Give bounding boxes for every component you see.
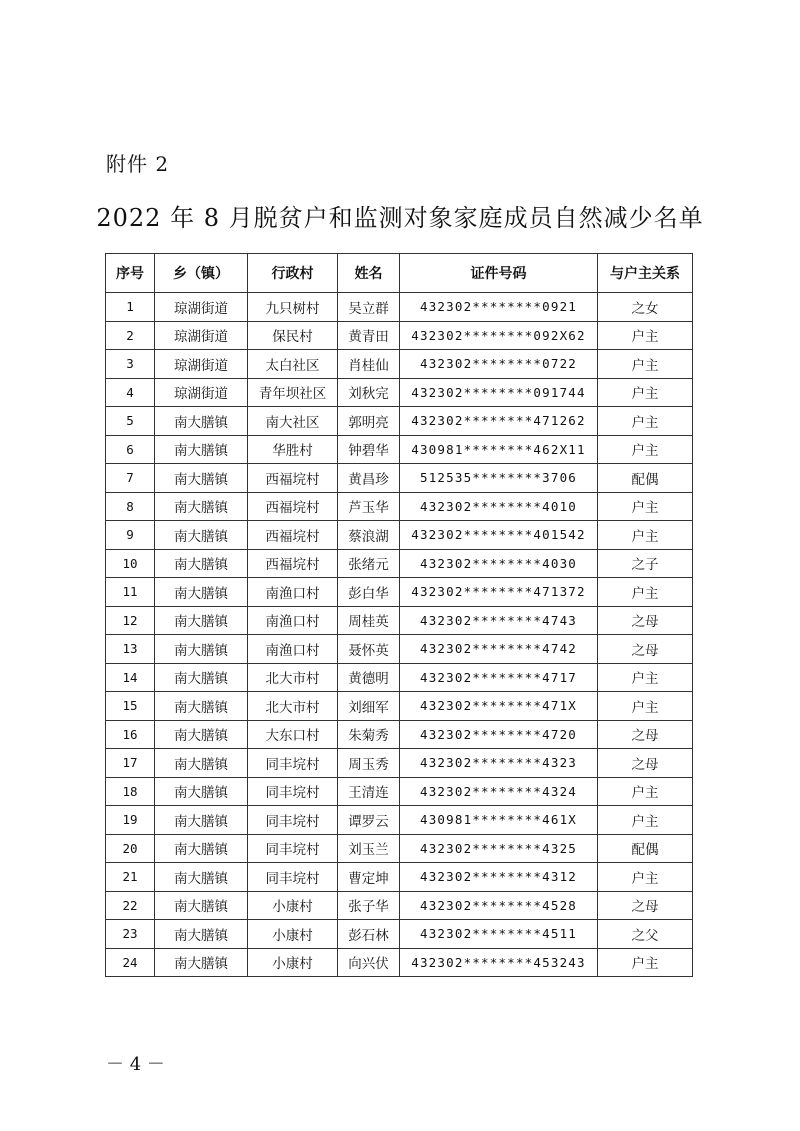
village-cell: 同丰垸村	[248, 777, 338, 806]
serial-number-cell: 9	[106, 521, 155, 550]
table-row	[106, 464, 693, 493]
serial-number-cell: 17	[106, 749, 155, 778]
id-number-cell: 432302********4323	[400, 749, 598, 778]
township-cell: 南大膳镇	[155, 521, 248, 550]
table-row	[106, 692, 693, 721]
name-cell: 黄昌珍	[338, 464, 400, 493]
relationship-cell: 户主	[598, 407, 693, 436]
relationship-cell: 户主	[598, 350, 693, 379]
id-number-cell: 432302********0921	[400, 293, 598, 322]
table-row	[106, 578, 693, 607]
serial-number-cell: 12	[106, 606, 155, 635]
serial-number-cell: 6	[106, 435, 155, 464]
serial-number-cell: 19	[106, 806, 155, 835]
relationship-cell: 户主	[598, 321, 693, 350]
relationship-cell: 之母	[598, 606, 693, 635]
relationship-cell: 配偶	[598, 834, 693, 863]
village-cell: 北大市村	[248, 663, 338, 692]
header-id-number: 证件号码	[400, 254, 598, 293]
township-cell: 南大膳镇	[155, 891, 248, 920]
id-number-cell: 430981********461X	[400, 806, 598, 835]
id-number-cell: 432302********471X	[400, 692, 598, 721]
id-number-cell: 512535********3706	[400, 464, 598, 493]
serial-number-cell: 10	[106, 549, 155, 578]
id-number-cell: 432302********4312	[400, 863, 598, 892]
id-number-cell: 432302********0722	[400, 350, 598, 379]
id-number-cell: 432302********4325	[400, 834, 598, 863]
relationship-cell: 户主	[598, 806, 693, 835]
township-cell: 南大膳镇	[155, 492, 248, 521]
id-number-cell: 432302********4528	[400, 891, 598, 920]
name-cell: 刘秋完	[338, 378, 400, 407]
id-number-cell: 432302********4324	[400, 777, 598, 806]
name-cell: 朱菊秀	[338, 720, 400, 749]
serial-number-cell: 2	[106, 321, 155, 350]
table-row	[106, 350, 693, 379]
relationship-cell: 户主	[598, 948, 693, 977]
village-cell: 同丰垸村	[248, 749, 338, 778]
table-row	[106, 749, 693, 778]
village-cell: 保民村	[248, 321, 338, 350]
serial-number-cell: 11	[106, 578, 155, 607]
village-cell: 九只树村	[248, 293, 338, 322]
table-row	[106, 549, 693, 578]
table-row	[106, 635, 693, 664]
village-cell: 南渔口村	[248, 606, 338, 635]
village-cell: 大东口村	[248, 720, 338, 749]
relationship-cell: 之父	[598, 920, 693, 949]
table-row	[106, 435, 693, 464]
name-cell: 蔡浪湖	[338, 521, 400, 550]
name-cell: 张子华	[338, 891, 400, 920]
serial-number-cell: 14	[106, 663, 155, 692]
village-cell: 西福垸村	[248, 492, 338, 521]
relationship-cell: 户主	[598, 378, 693, 407]
township-cell: 南大膳镇	[155, 948, 248, 977]
table-row	[106, 720, 693, 749]
village-cell: 南大社区	[248, 407, 338, 436]
village-cell: 小康村	[248, 948, 338, 977]
township-cell: 琼湖街道	[155, 293, 248, 322]
relationship-cell: 之女	[598, 293, 693, 322]
table-row	[106, 920, 693, 949]
township-cell: 南大膳镇	[155, 435, 248, 464]
table-row	[106, 293, 693, 322]
serial-number-cell: 13	[106, 635, 155, 664]
table-row	[106, 663, 693, 692]
relationship-cell: 户主	[598, 863, 693, 892]
township-cell: 南大膳镇	[155, 663, 248, 692]
household-member-table	[105, 253, 693, 977]
header-relationship: 与户主关系	[598, 254, 693, 293]
relationship-cell: 之母	[598, 749, 693, 778]
id-number-cell: 432302********471372	[400, 578, 598, 607]
id-number-cell: 430981********462X11	[400, 435, 598, 464]
name-cell: 王清连	[338, 777, 400, 806]
table-row	[106, 863, 693, 892]
relationship-cell: 户主	[598, 692, 693, 721]
id-number-cell: 432302********401542	[400, 521, 598, 550]
document-title: 2022 年 8 月脱贫户和监测对象家庭成员自然减少名单	[96, 204, 704, 232]
id-number-cell: 432302********092X62	[400, 321, 598, 350]
name-cell: 黄青田	[338, 321, 400, 350]
serial-number-cell: 5	[106, 407, 155, 436]
id-number-cell: 432302********091744	[400, 378, 598, 407]
table-header-row	[106, 254, 693, 293]
name-cell: 向兴伏	[338, 948, 400, 977]
village-cell: 西福垸村	[248, 549, 338, 578]
township-cell: 南大膳镇	[155, 549, 248, 578]
serial-number-cell: 21	[106, 863, 155, 892]
township-cell: 南大膳镇	[155, 407, 248, 436]
table-row	[106, 948, 693, 977]
relationship-cell: 配偶	[598, 464, 693, 493]
serial-number-cell: 4	[106, 378, 155, 407]
table-row	[106, 891, 693, 920]
table-row	[106, 378, 693, 407]
name-cell: 彭白华	[338, 578, 400, 607]
name-cell: 黄德明	[338, 663, 400, 692]
id-number-cell: 432302********453243	[400, 948, 598, 977]
name-cell: 钟碧华	[338, 435, 400, 464]
village-cell: 同丰垸村	[248, 863, 338, 892]
relationship-cell: 之子	[598, 549, 693, 578]
township-cell: 南大膳镇	[155, 806, 248, 835]
name-cell: 彭石林	[338, 920, 400, 949]
township-cell: 南大膳镇	[155, 863, 248, 892]
relationship-cell: 户主	[598, 521, 693, 550]
name-cell: 芦玉华	[338, 492, 400, 521]
township-cell: 南大膳镇	[155, 692, 248, 721]
header-township: 乡（镇）	[155, 254, 248, 293]
serial-number-cell: 24	[106, 948, 155, 977]
village-cell: 南渔口村	[248, 635, 338, 664]
serial-number-cell: 20	[106, 834, 155, 863]
name-cell: 刘细军	[338, 692, 400, 721]
village-cell: 小康村	[248, 920, 338, 949]
attachment-label: 附件 2	[106, 152, 170, 176]
village-cell: 青年坝社区	[248, 378, 338, 407]
township-cell: 南大膳镇	[155, 635, 248, 664]
id-number-cell: 432302********4010	[400, 492, 598, 521]
table-row	[106, 777, 693, 806]
village-cell: 太白社区	[248, 350, 338, 379]
township-cell: 琼湖街道	[155, 321, 248, 350]
id-number-cell: 432302********4742	[400, 635, 598, 664]
table-row	[106, 521, 693, 550]
serial-number-cell: 16	[106, 720, 155, 749]
serial-number-cell: 22	[106, 891, 155, 920]
relationship-cell: 之母	[598, 891, 693, 920]
name-cell: 郭明亮	[338, 407, 400, 436]
village-cell: 小康村	[248, 891, 338, 920]
township-cell: 南大膳镇	[155, 920, 248, 949]
village-cell: 同丰垸村	[248, 834, 338, 863]
village-cell: 西福垸村	[248, 521, 338, 550]
id-number-cell: 432302********4511	[400, 920, 598, 949]
header-village: 行政村	[248, 254, 338, 293]
table-row	[106, 492, 693, 521]
name-cell: 周玉秀	[338, 749, 400, 778]
id-number-cell: 432302********4743	[400, 606, 598, 635]
relationship-cell: 之母	[598, 635, 693, 664]
serial-number-cell: 3	[106, 350, 155, 379]
serial-number-cell: 7	[106, 464, 155, 493]
name-cell: 刘玉兰	[338, 834, 400, 863]
id-number-cell: 432302********471262	[400, 407, 598, 436]
township-cell: 南大膳镇	[155, 578, 248, 607]
name-cell: 张绪元	[338, 549, 400, 578]
serial-number-cell: 18	[106, 777, 155, 806]
name-cell: 谭罗云	[338, 806, 400, 835]
township-cell: 南大膳镇	[155, 720, 248, 749]
village-cell: 西福垸村	[248, 464, 338, 493]
township-cell: 琼湖街道	[155, 378, 248, 407]
name-cell: 吴立群	[338, 293, 400, 322]
village-cell: 同丰垸村	[248, 806, 338, 835]
name-cell: 肖桂仙	[338, 350, 400, 379]
serial-number-cell: 1	[106, 293, 155, 322]
relationship-cell: 户主	[598, 578, 693, 607]
relationship-cell: 之母	[598, 720, 693, 749]
header-serial-number: 序号	[106, 254, 155, 293]
village-cell: 南渔口村	[248, 578, 338, 607]
relationship-cell: 户主	[598, 492, 693, 521]
serial-number-cell: 15	[106, 692, 155, 721]
township-cell: 南大膳镇	[155, 606, 248, 635]
name-cell: 聂怀英	[338, 635, 400, 664]
name-cell: 曹定坤	[338, 863, 400, 892]
id-number-cell: 432302********4030	[400, 549, 598, 578]
id-number-cell: 432302********4720	[400, 720, 598, 749]
id-number-cell: 432302********4717	[400, 663, 598, 692]
township-cell: 南大膳镇	[155, 749, 248, 778]
serial-number-cell: 8	[106, 492, 155, 521]
table-row	[106, 407, 693, 436]
serial-number-cell: 23	[106, 920, 155, 949]
name-cell: 周桂英	[338, 606, 400, 635]
relationship-cell: 户主	[598, 777, 693, 806]
relationship-cell: 户主	[598, 435, 693, 464]
table-row	[106, 606, 693, 635]
village-cell: 华胜村	[248, 435, 338, 464]
township-cell: 南大膳镇	[155, 777, 248, 806]
table-row	[106, 321, 693, 350]
table-body	[106, 293, 693, 977]
page-number: － 4 －	[106, 1054, 165, 1075]
township-cell: 南大膳镇	[155, 464, 248, 493]
village-cell: 北大市村	[248, 692, 338, 721]
township-cell: 琼湖街道	[155, 350, 248, 379]
township-cell: 南大膳镇	[155, 834, 248, 863]
header-name: 姓名	[338, 254, 400, 293]
table-row	[106, 806, 693, 835]
table-row	[106, 834, 693, 863]
relationship-cell: 户主	[598, 663, 693, 692]
